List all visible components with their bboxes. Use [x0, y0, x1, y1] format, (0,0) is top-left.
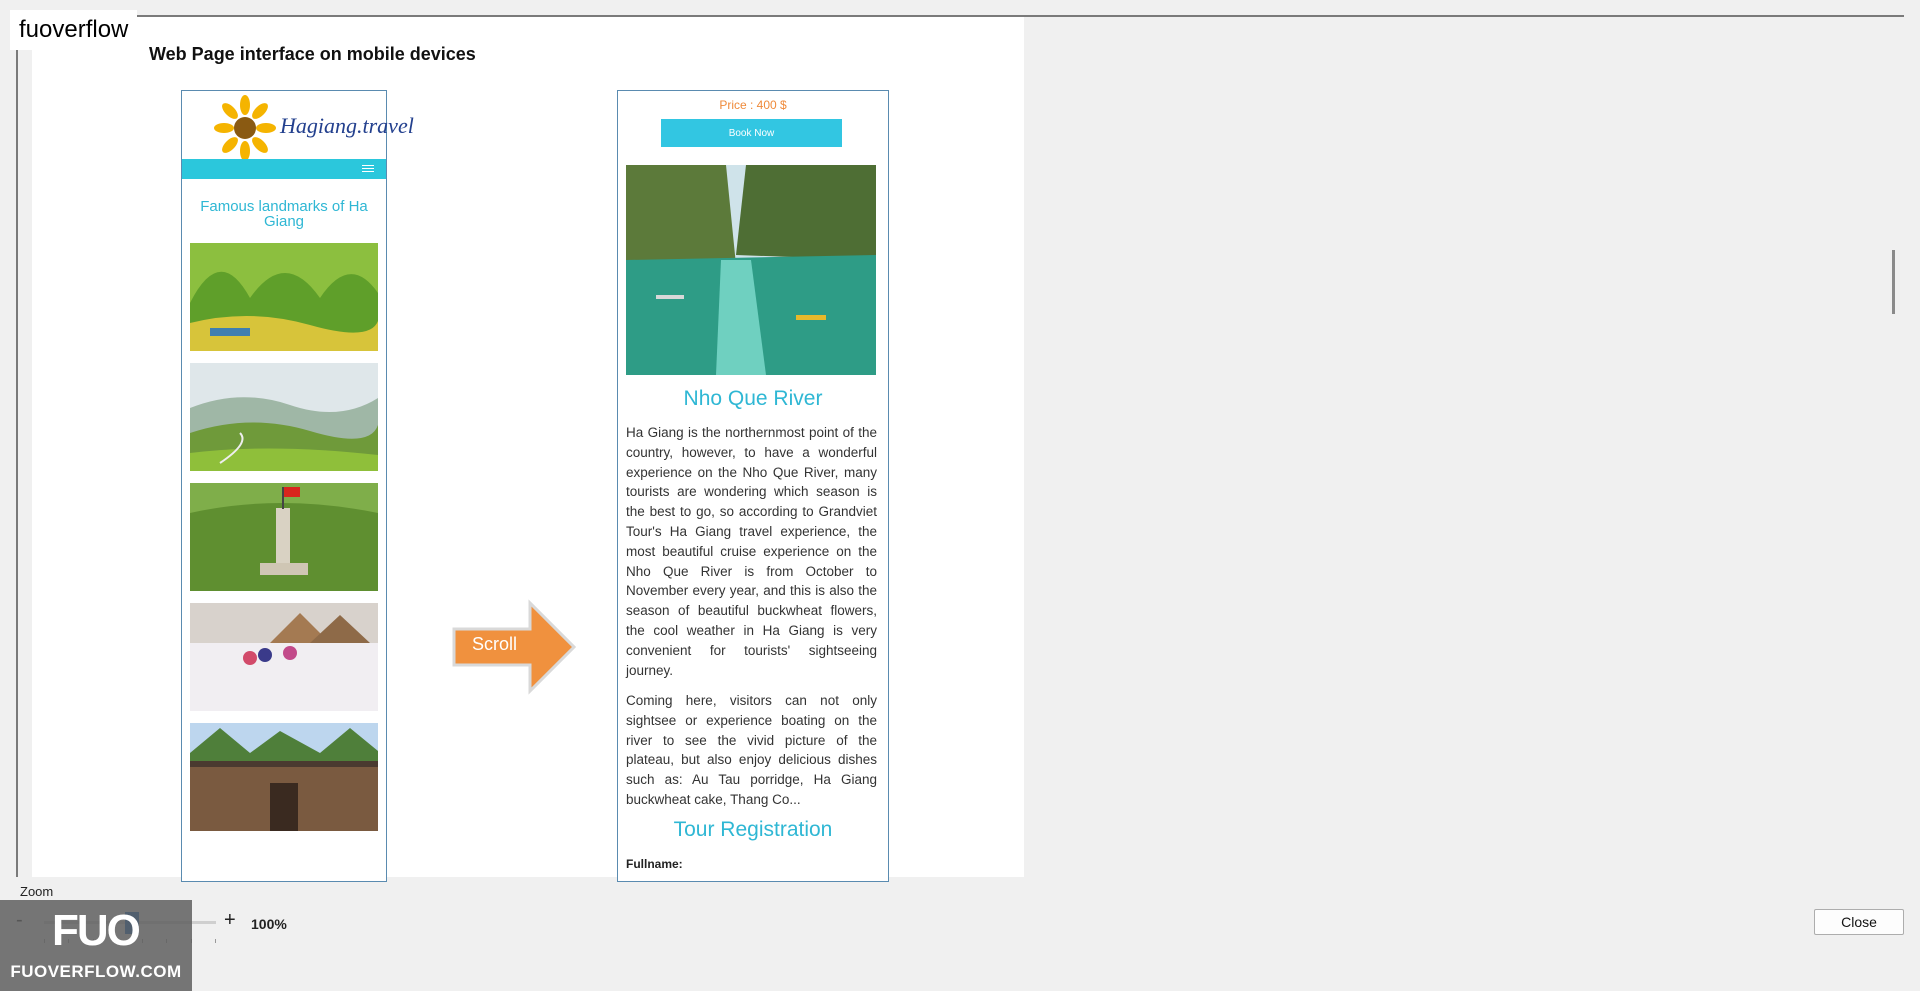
river-title: Nho Que River — [683, 387, 823, 410]
document-heading: Web Page interface on mobile devices — [149, 44, 476, 64]
landmark-image-house — [190, 723, 378, 831]
scroll-arrow-label: Scroll — [472, 634, 518, 654]
landmark-image-flagpole — [190, 483, 378, 591]
document-page — [32, 17, 1024, 877]
sunflower-icon — [220, 95, 270, 161]
close-button[interactable]: Close — [1814, 909, 1904, 935]
tour-registration-title: Tour Registration — [673, 818, 833, 841]
logo-text: Hagiang.travel — [280, 113, 414, 138]
book-now-button[interactable]: Book Now — [661, 119, 842, 147]
landmark-image-flowers — [190, 603, 378, 711]
watermark-logo: FUO — [52, 906, 139, 955]
vertical-scrollbar-thumb[interactable] — [1892, 250, 1895, 314]
landmarks-title: Famous landmarks of Ha Giang — [200, 198, 368, 230]
tour-price: Price : 400 $ — [719, 98, 787, 112]
mobile-mockup-right — [617, 90, 889, 882]
landmark-image-valley — [190, 363, 378, 471]
watermark-text: FUOVERFLOW.COM — [10, 962, 182, 981]
zoom-label: Zoom — [20, 884, 54, 899]
river-description-paragraph-2: Coming here, visitors can not only sightsee or experience boating on the river to see the vivid picture of the plateau, but also enjoy delicious dishes such as: Au Tau porridge, Ha Giang buckwheat cake, Thang Co... — [626, 693, 877, 807]
zoom-value: 100% — [251, 916, 287, 932]
app-title-badge: fuoverflow — [10, 10, 137, 50]
watermark — [0, 900, 192, 991]
fullname-label: Fullname: — [626, 857, 683, 871]
mobile-navbar — [182, 159, 386, 179]
landmark-image-hills — [190, 243, 378, 351]
image-viewer[interactable] — [32, 17, 1902, 877]
river-description-paragraph-1: Ha Giang is the northernmost point of the country, however, to have a wonderful experience on the Nho Que River, many tourists are wondering which season is the best to go, so according to Grandviet Tour's Ha Giang travel experience, the most beautiful cruise experience on the Nho Que River is from October to November every year, and this is also the season of beautiful buckwheat flowers, the cool weather in Ha Giang is very convenient for tourists' sightseeing journey. — [626, 425, 877, 678]
nho-que-river-image — [626, 165, 876, 375]
site-logo — [220, 95, 414, 161]
mobile-mockup-left — [181, 90, 414, 882]
hamburger-menu-icon[interactable] — [362, 165, 374, 173]
zoom-in-button[interactable]: + — [224, 909, 236, 931]
frame-left-border — [16, 15, 18, 877]
